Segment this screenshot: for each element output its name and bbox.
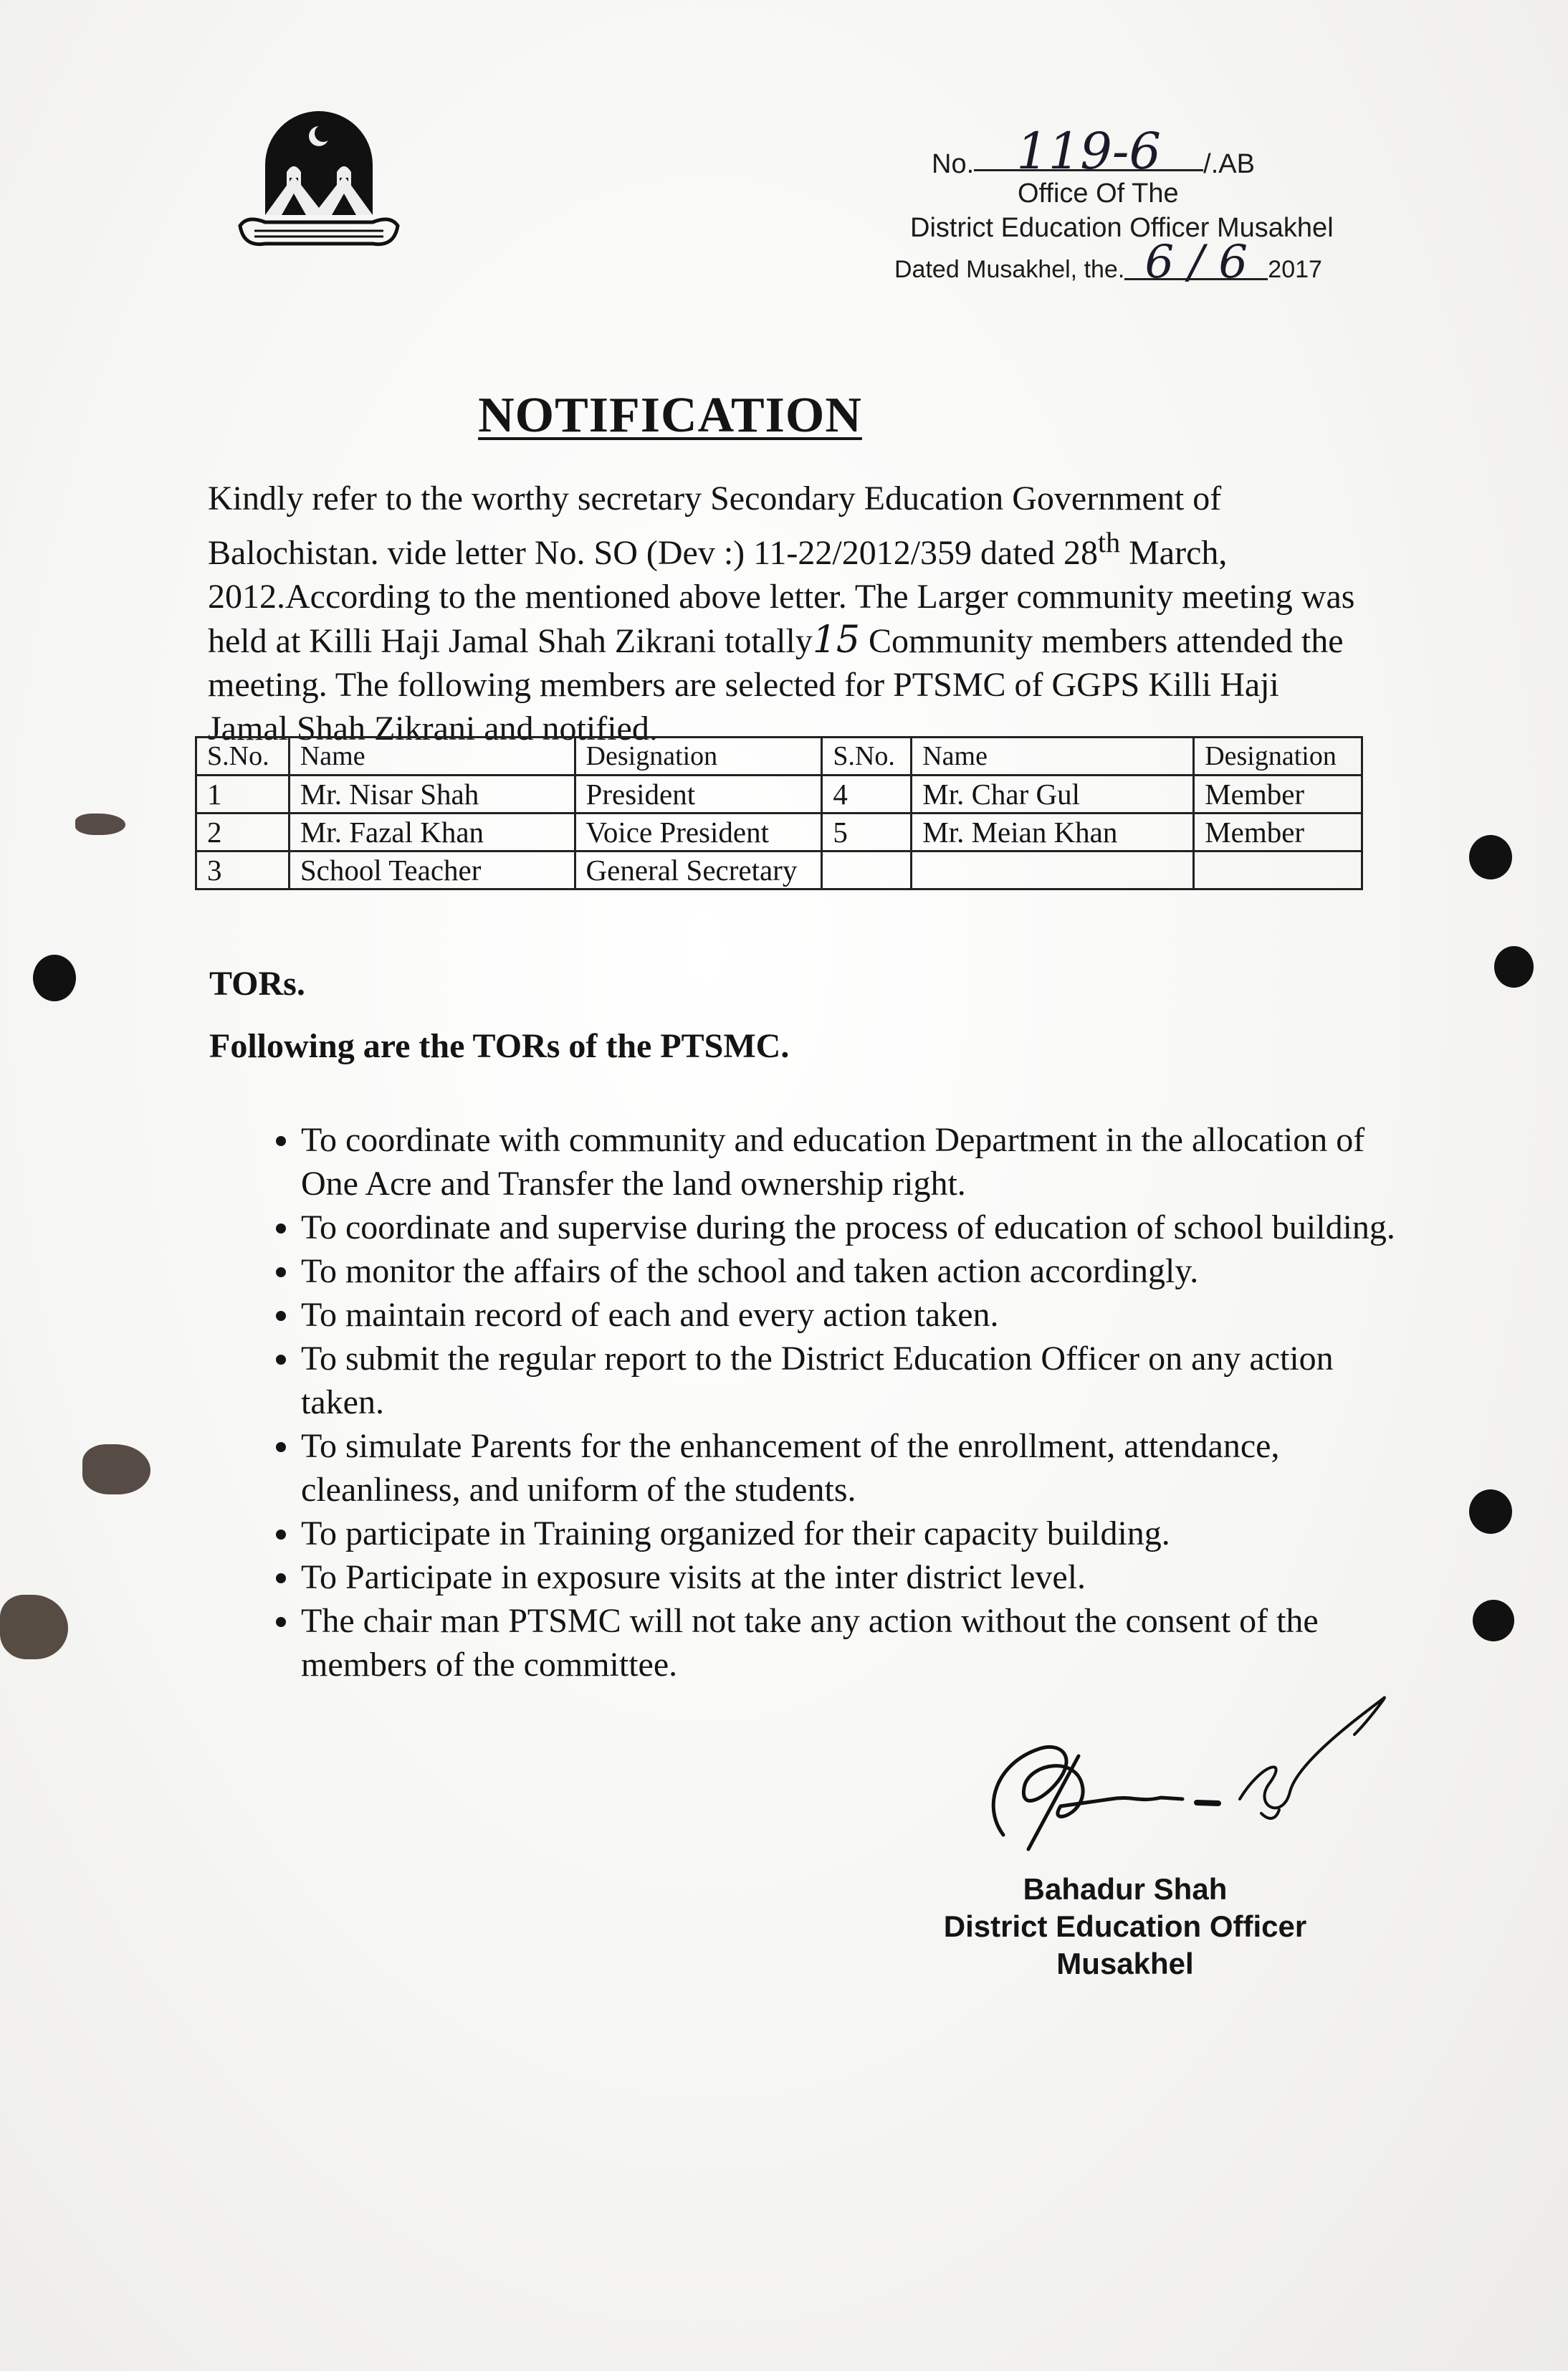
paper-tear-mark xyxy=(75,814,125,835)
list-item: • To monitor the affairs of the school and taken action accordingly. xyxy=(301,1249,1419,1293)
tors-list xyxy=(251,1118,1419,1687)
signatory-location: Musakhel xyxy=(1056,1947,1194,1980)
tors-subheading: Following are the TORs of the PTSMC. xyxy=(209,1027,790,1065)
office-title: Office Of The xyxy=(1018,178,1179,209)
column-header: S.No. xyxy=(196,738,290,776)
table-cell: 3 xyxy=(196,851,290,889)
paper-tear-mark xyxy=(0,1595,68,1659)
punch-hole xyxy=(1473,1600,1514,1641)
punch-hole xyxy=(1469,1489,1512,1534)
list-item: • To coordinate with community and education Department in the allocation of One Acre and Transfer the land ownership right. xyxy=(301,1118,1419,1206)
column-header: Designation xyxy=(575,738,822,776)
handwritten-signature-icon xyxy=(953,1677,1426,1864)
table-cell: School Teacher xyxy=(289,851,575,889)
table-header-row xyxy=(196,738,1362,776)
list-item: • To simulate Parents for the enhancement of the enrollment, attendance, cleanliness, and uniform of the students. xyxy=(301,1424,1419,1512)
table-cell: Member xyxy=(1194,814,1362,851)
column-header: Name xyxy=(289,738,575,776)
signatory-name: Bahadur Shah xyxy=(1023,1872,1228,1906)
table-cell: Member xyxy=(1194,776,1362,814)
table-cell: 5 xyxy=(822,814,912,851)
list-item: • To Participate in exposure visits at the inter district level. xyxy=(301,1555,1419,1599)
table-row xyxy=(196,851,1362,889)
members-table xyxy=(195,736,1363,890)
reference-number: No. 119-6 /.AB xyxy=(932,122,1255,181)
table-cell: President xyxy=(575,776,822,814)
table-cell: General Secretary xyxy=(575,851,822,889)
list-item: • To coordinate and supervise during the process of education of school building. xyxy=(301,1206,1419,1249)
office-department: District Education Officer Musakhel xyxy=(910,213,1334,243)
punch-hole xyxy=(1494,946,1534,988)
dated-line: Dated Musakhel, the. 6 / 6 2017 xyxy=(894,236,1322,289)
page-title: NOTIFICATION xyxy=(478,388,862,443)
table-cell: Voice President xyxy=(575,814,822,851)
list-item: • The chair man PTSMC will not take any action without the consent of the members of the committee. xyxy=(301,1599,1419,1687)
government-emblem-icon xyxy=(226,108,412,265)
column-header: S.No. xyxy=(822,738,912,776)
table-cell: Mr. Meian Khan xyxy=(912,814,1194,851)
table-cell: 4 xyxy=(822,776,912,814)
handwritten-reference: 119-6 xyxy=(974,133,1203,171)
table-row xyxy=(196,776,1362,814)
notification-body: Kindly refer to the worthy secretary Secondary Education Government of Balochistan. vide letter No. SO (Dev :) 11-22/2012/359 dated 28th March, 2012.According to the mentioned above letter. The Larger community meeting was held at Killi Haji Jamal Shah Zikrani totally15 Community members attended the meeting. The following members are selected for PTSMC of GGPS Killi Haji Jamal Shah Zikrani and notified. xyxy=(208,480,1355,748)
tors-heading: TORs. xyxy=(209,965,305,1003)
list-item: • To participate in Training organized for their capacity building. xyxy=(301,1512,1419,1555)
paper-tear-mark xyxy=(82,1444,150,1494)
table-cell: Mr. Nisar Shah xyxy=(289,776,575,814)
signatory-block xyxy=(889,1871,1362,1983)
column-header: Name xyxy=(912,738,1194,776)
table-cell xyxy=(822,851,912,889)
handwritten-date: 6 / 6 xyxy=(1124,247,1268,280)
punch-hole xyxy=(33,955,76,1001)
punch-hole xyxy=(1469,835,1512,879)
list-item: • To submit the regular report to the District Education Officer on any action taken. xyxy=(301,1337,1419,1424)
column-header: Designation xyxy=(1194,738,1362,776)
table-cell xyxy=(1194,851,1362,889)
signatory-designation: District Education Officer xyxy=(943,1909,1307,1943)
table-cell: Mr. Fazal Khan xyxy=(289,814,575,851)
list-item: • To maintain record of each and every action taken. xyxy=(301,1293,1419,1337)
table-cell: 2 xyxy=(196,814,290,851)
table-cell xyxy=(912,851,1194,889)
table-cell: 1 xyxy=(196,776,290,814)
handwritten-member-count: 15 xyxy=(812,619,860,662)
table-cell: Mr. Char Gul xyxy=(912,776,1194,814)
table-row xyxy=(196,814,1362,851)
